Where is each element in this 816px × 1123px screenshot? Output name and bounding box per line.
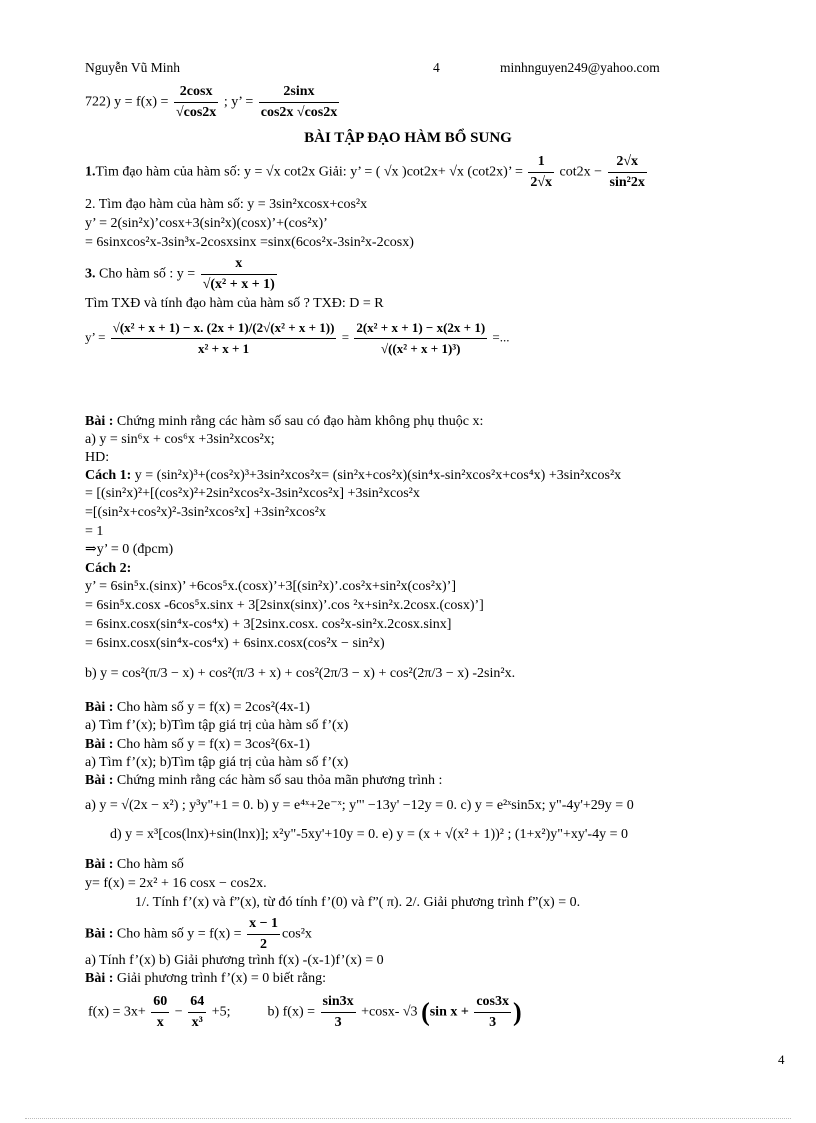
exercise-5-tasks: 1/. Tính f’(x) và f”(x), từ đó tính f’(0) và f”( π). 2/. Giải phương trình f”(x) = 0.	[135, 895, 581, 910]
question-3: 3. Cho hàm số : y = $\frac{x}{\text{√(x² + x + 1)}}$	[85, 256, 275, 292]
exercise-1-method-2: Cách 2:	[85, 561, 132, 576]
method-2-line-2: = 6sin⁵x.cosx -6cos⁵x.sinx + 3[2sinx(sinx)’.cos ²x+sin²x.2cosx.(cosx)’]	[85, 598, 484, 613]
exercise-2-tasks: a) Tìm f’(x); b)Tìm tập giá trị của hàm số f’(x)	[85, 718, 349, 733]
exercise-3-tasks: a) Tìm f’(x); b)Tìm tập giá trị của hàm số f’(x)	[85, 755, 349, 770]
question-1: 1.Tìm đạo hàm của hàm số: y = √x cot2x Giải: y’ = ( √x )cot2x+ √x (cot2x)’ = $\frac{1}{2√x}$ cot2x − $\frac{2√x}{\text{sin²2x}}$	[85, 154, 645, 190]
method-2-line-1: y’ = 6sin⁵x.(sinx)’ +6cos⁵x.(cosx)’+3[(sin²x)’.cos²x+sin²x(cos²x)’]	[85, 579, 456, 594]
exercise-6-prompt: Bài : Cho hàm số y = f(x) = $\frac{x - 1}{2}$ cos²x	[85, 916, 312, 952]
problem-722: 722) y = f(x) = $\frac{2\cos x}{√\cos 2x}$ ; y’ = $\frac{2\sin x}{\cos 2x √\cos 2x}$	[85, 82, 341, 123]
exercise-7-prompt: Bài : Giải phương trình f’(x) = 0 biết rằng:	[85, 971, 327, 986]
method-1-line-4: = 1	[85, 524, 104, 539]
exercise-5-prompt: Bài : Cho hàm số	[85, 857, 184, 872]
exercise-1-a: a) y = sin⁶x + cos⁶x +3sin²xcos²x;	[85, 432, 275, 447]
p722-fraction-2: $\frac{2\sin x}{\cos 2x √\cos 2x}$	[260, 84, 338, 120]
question-2-line-1: 2. Tìm đạo hàm của hàm số: y = 3sin²xcosx+cos²x	[85, 197, 368, 212]
header-page: 4	[433, 60, 440, 75]
exercise-4-de: d) y = x³[cos(lnx)+sin(lnx)]; x²y"-5xy'+10y = 0. e) y = (x + √(x² + 1))² ; (1+x²)y"+xy'-4y = 0	[110, 827, 628, 842]
question-2-line-2: y’ = 2(sin²x)’cosx+3(sin²x)(cosx)’+(cos²x)’	[85, 216, 328, 231]
exercise-1-method-1: Cách 1: y = (sin²x)³+(cos²x)³+3sin²xcos²x= (sin²x+cos²x)(sin⁴x-sin²xcos²x+cos⁴x) +3sin²xcos²x	[85, 468, 622, 483]
page-bottom-divider	[25, 1118, 791, 1119]
method-2-line-4: = 6sinx.cosx(sin⁴x-cos⁴x) + 6sinx.cosx(cos²x − sin²x)	[85, 636, 385, 651]
question-2-line-3: = 6sinxcos²x-3sin³x-2cosxsinx =sinx(6cos²x-3sin²x-2cosx)	[85, 235, 414, 250]
section-title: BÀI TẬP ĐẠO HÀM BỔ SUNG	[304, 130, 512, 146]
method-2-line-3: = 6sinx.cosx(sin⁴x-cos⁴x) + 3[2sinx.cosx. cos²x-sin²x.2cosx.sinx]	[85, 617, 452, 632]
p722-label: 722) y = f(x) =	[85, 94, 169, 110]
question-3-derivative: y’ = $\frac{\text{√(x² + x + 1) − x. (2x + 1)/(2√(x² + x + 1))}}{\text{x² + x + 1}}$ = $\frac{\text{2(x² + x + 1) − x(2x + 1)}}{\text{√((x² + x + 1)³)}}$ =...	[85, 320, 510, 356]
exercise-6-tasks: a) Tính f’(x) b) Giải phương trình f(x) -(x-1)f’(x) = 0	[85, 953, 384, 968]
header-email: minhnguyen249@yahoo.com	[500, 60, 660, 75]
footer-page-number: 4	[778, 1052, 785, 1067]
p722-fraction-1: $\frac{2\cos x}{√\cos 2x}$	[175, 84, 217, 120]
method-1-line-3: =[(sin²x+cos²x)²-3sin²xcos²x] +3sin²xcos²x	[85, 505, 326, 520]
method-1-line-5: ⇒y’ = 0 (đpcm)	[85, 542, 174, 557]
exercise-2-prompt: Bài : Cho hàm số y = f(x) = 2cos²(4x-1)	[85, 700, 310, 715]
exercise-4-prompt: Bài : Chứng minh rằng các hàm số sau thỏa mãn phương trình :	[85, 773, 443, 788]
question-3-domain: Tìm TXĐ và tính đạo hàm của hàm số ? TXĐ: D = R	[85, 296, 384, 311]
exercise-5-function: y= f(x) = 2x² + 16 cosx − cos2x.	[85, 876, 267, 891]
exercise-4-abc: a) y = √(2x − x²) ; y³y"+1 = 0. b) y = e⁴ˣ+2e⁻ˣ; y"' −13y' −12y = 0. c) y = e²ˣsin5x; y"-4y'+29y = 0	[85, 798, 634, 813]
exercise-1-b: b) y = cos²(π/3 − x) + cos²(π/3 + x) + cos²(2π/3 − x) + cos²(2π/3 − x) -2sin²x.	[85, 666, 516, 681]
exercise-3-prompt: Bài : Cho hàm số y = f(x) = 3cos²(6x-1)	[85, 737, 310, 752]
method-1-line-2: = [(sin²x)²+[(cos²x)²+2sin²xcos²x-3sin²xcos²x] +3sin²xcos²x	[85, 486, 420, 501]
exercise-7-functions: f(x) = 3x+ $\frac{60}{x}$ − $\frac{64}{\text{x³}}$ +5; b) f(x) = $\frac{\sin 3x}{3}$ +cosx- √3 (sin x + $\frac{\cos 3x}{3}$ )	[88, 994, 522, 1030]
header-author: Nguyễn Vũ Minh	[85, 60, 181, 75]
exercise-1-hd: HD:	[85, 450, 110, 465]
exercise-1-prompt: Bài : Chứng minh rằng các hàm số sau có đạo hàm không phụ thuộc x:	[85, 414, 484, 429]
